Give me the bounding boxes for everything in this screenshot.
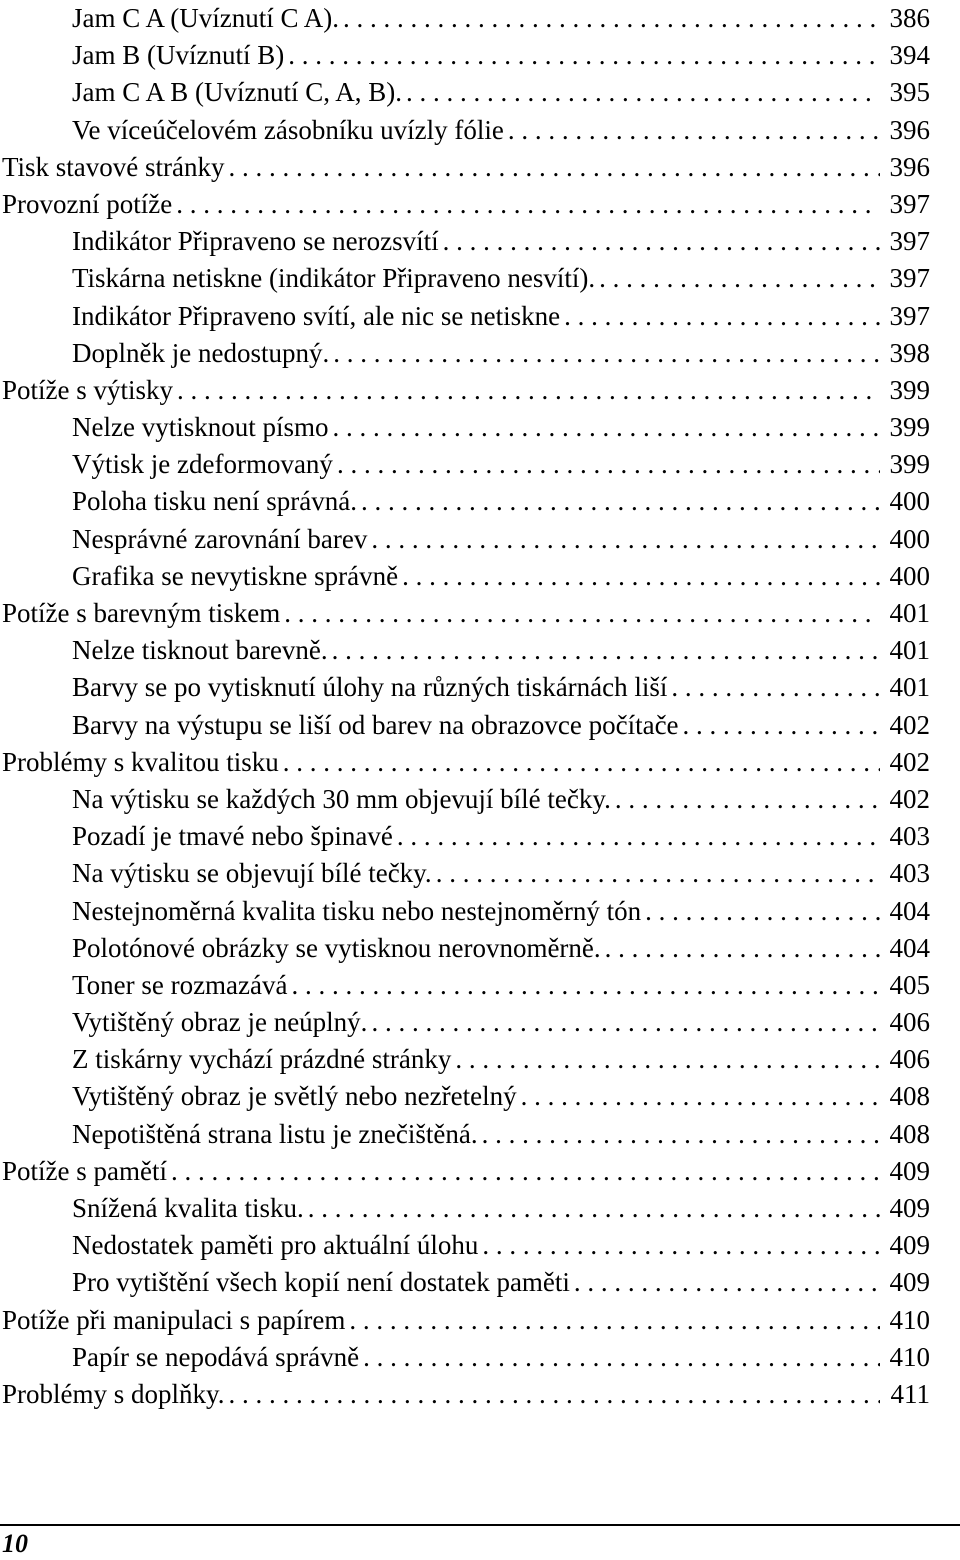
toc-entry-title: Tisk stavové stránky (2, 151, 225, 182)
toc-entry-title: Ve víceúčelovém zásobníku uvízly fólie (72, 114, 504, 145)
toc-dot-leader (328, 632, 880, 669)
toc-dot-leader (367, 521, 880, 558)
toc-dot-leader (439, 223, 880, 260)
toc-entry-page: 404 (889, 932, 930, 963)
toc-entry-page: 405 (889, 969, 930, 1000)
toc-entry-title: Snížená kvalita tisku. (72, 1193, 304, 1223)
toc-subsection-entry[interactable] (0, 632, 930, 669)
toc-dot-leader (359, 1339, 880, 1376)
toc-entry-page: 406 (889, 1044, 930, 1075)
toc-entry-title: Na výtisku se každých 30 mm objevují bílé tečky. (72, 783, 611, 814)
toc-dot-leader (172, 186, 880, 223)
toc-entry-page: 410 (889, 1304, 930, 1335)
toc-subsection-entry[interactable] (0, 1264, 930, 1301)
toc-entry-title: Problémy s kvalitou tisku (2, 746, 279, 777)
toc-entry-page: 396 (889, 151, 930, 182)
toc-subsection-entry[interactable] (0, 707, 930, 744)
toc-section-entry[interactable] (0, 744, 930, 781)
toc-entry-title: Nesprávné zarovnání barev (72, 523, 368, 554)
toc-dot-leader (339, 0, 880, 37)
toc-dot-leader (393, 818, 880, 855)
toc-dot-leader (280, 595, 880, 632)
toc-entry-page: 395 (889, 77, 930, 108)
toc-entry-page: 403 (889, 821, 930, 852)
toc-subsection-entry[interactable] (0, 669, 930, 706)
toc-entry-page: 397 (889, 188, 930, 219)
toc-dot-leader (611, 781, 880, 818)
toc-entry-title: Problémy s doplňky. (2, 1378, 225, 1409)
toc-entry-page: 400 (889, 560, 930, 591)
toc-dot-leader (173, 372, 880, 409)
toc-entry-page: 399 (889, 412, 930, 443)
toc-dot-leader (333, 446, 880, 483)
toc-section-entry[interactable] (0, 595, 930, 632)
toc-entry-title: Toner se rozmazává (72, 969, 288, 1000)
toc-dot-leader (451, 1041, 880, 1078)
toc-entry-page: 404 (889, 895, 930, 926)
toc-dot-leader (345, 1302, 880, 1339)
toc-entry-page: 409 (889, 1230, 930, 1261)
toc-subsection-entry[interactable] (0, 446, 930, 483)
toc-dot-leader (504, 112, 880, 149)
toc-dot-leader (478, 1227, 880, 1264)
toc-entry-title: Potíže s pamětí (2, 1155, 167, 1186)
toc-subsection-entry[interactable] (0, 1116, 930, 1153)
toc-dot-leader (679, 707, 880, 744)
toc-entry-page: 397 (889, 300, 930, 331)
toc-dot-leader (667, 669, 880, 706)
toc-subsection-entry[interactable] (0, 335, 930, 372)
toc-entry-page: 408 (889, 1081, 930, 1112)
toc-entry-page: 400 (889, 486, 930, 517)
toc-entry-title: Papír se nepodává správně (72, 1341, 360, 1372)
toc-subsection-entry[interactable] (0, 1004, 930, 1041)
toc-entry-title: Indikátor Připraveno svítí, ale nic se netiskne (72, 300, 561, 331)
toc-subsection-entry[interactable] (0, 967, 930, 1004)
toc-subsection-entry[interactable] (0, 483, 930, 520)
toc-entry-page: 406 (889, 1007, 930, 1038)
toc-dot-leader (595, 260, 880, 297)
toc-entry-title: Z tiskárny vychází prázdné stránky (72, 1044, 452, 1075)
toc-subsection-entry[interactable] (0, 1078, 930, 1115)
toc-dot-leader (601, 930, 880, 967)
toc-subsection-entry[interactable] (0, 781, 930, 818)
toc-entry-title: Jam C A B (Uvíznutí C, A, B). (72, 77, 403, 108)
toc-subsection-entry[interactable] (0, 1190, 930, 1227)
toc-entry-title: Barvy na výstupu se liší od barev na obrazovce počítače (72, 709, 679, 740)
toc-entry-title: Nestejnoměrná kvalita tisku nebo nestejnoměrný tón (72, 895, 642, 926)
toc-entry-title: Polotónové obrázky se vytisknou nerovnoměrně. (72, 932, 601, 963)
toc-entry-title: Grafika se nevytiskne správně (72, 560, 399, 591)
toc-entry-title: Barvy se po vytisknutí úlohy na různých tiskárnách liší (72, 672, 668, 703)
toc-entry-title: Doplněk je nedostupný. (72, 337, 330, 368)
toc-entry-title: Poloha tisku není správná. (72, 486, 357, 517)
toc-subsection-entry[interactable] (0, 893, 930, 930)
toc-dot-leader (398, 558, 880, 595)
toc-dot-leader (432, 855, 880, 892)
toc-entry-title: Výtisk je zdeformovaný (72, 449, 333, 480)
toc-entry-page: 400 (889, 523, 930, 554)
toc-section-entry[interactable] (0, 372, 930, 409)
toc-dot-leader (328, 409, 880, 446)
toc-entry-page: 401 (889, 598, 930, 628)
toc-subsection-entry[interactable] (0, 409, 930, 446)
toc-entry-title: Pro vytištění všech kopií není dostatek paměti (72, 1267, 570, 1298)
toc-subsection-entry[interactable] (0, 74, 930, 111)
toc-entry-page: 408 (889, 1118, 930, 1149)
toc-entry-title: Indikátor Připraveno se nerozsvítí (72, 226, 439, 257)
toc-entry-page: 410 (889, 1341, 930, 1372)
toc-entry-page: 396 (889, 114, 930, 145)
toc-subsection-entry[interactable] (0, 1227, 930, 1264)
toc-subsection-entry[interactable] (0, 223, 930, 260)
toc-subsection-entry[interactable] (0, 1041, 930, 1078)
toc-entry-page: 401 (889, 635, 930, 666)
toc-entry-title: Vytištěný obraz je světlý nebo nezřetelný (72, 1081, 517, 1112)
toc-subsection-entry[interactable] (0, 0, 930, 37)
toc-section-entry[interactable] (0, 149, 930, 186)
toc-section-entry[interactable] (0, 1153, 930, 1190)
toc-dot-leader (329, 335, 880, 372)
footer-rule (0, 1524, 960, 1526)
toc-dot-leader (478, 1116, 880, 1153)
toc-entry-title: Nedostatek paměti pro aktuální úlohu (72, 1230, 479, 1261)
toc-entry-title: Nepotištěná strana listu je znečištěná. (72, 1118, 478, 1149)
toc-dot-leader (284, 37, 880, 74)
toc-entry-page: 402 (889, 746, 930, 777)
toc-entry-page: 386 (889, 3, 930, 33)
toc-section-entry[interactable] (0, 186, 930, 223)
toc-subsection-entry[interactable] (0, 930, 930, 967)
toc-entry-title: Nelze vytisknout písmo (72, 412, 329, 443)
toc-subsection-entry[interactable] (0, 818, 930, 855)
toc-entry-title: Jam C A (Uvíznutí C A). (72, 3, 340, 33)
toc-section-entry[interactable] (0, 1302, 930, 1339)
toc-entry-title: Na výtisku se objevují bílé tečky. (72, 858, 432, 889)
toc-dot-leader (560, 298, 880, 335)
toc-entry-page: 409 (889, 1155, 930, 1186)
toc-subsection-entry[interactable] (0, 855, 930, 892)
toc-dot-leader (288, 967, 881, 1004)
toc-entry-page: 397 (889, 226, 930, 257)
toc-dot-leader (570, 1264, 880, 1301)
toc-entry-title: Vytištěný obraz je neúplný. (72, 1007, 368, 1038)
toc-entry-title: Jam B (Uvíznutí B) (72, 40, 285, 71)
toc-dot-leader (304, 1190, 880, 1227)
toc-dot-leader (279, 744, 880, 781)
toc-entry-title: Nelze tisknout barevně. (72, 635, 328, 666)
toc-entry-page: 402 (889, 783, 930, 814)
toc-dot-leader (357, 483, 880, 520)
toc-dot-leader (225, 149, 880, 186)
toc-entry-page: 409 (889, 1267, 930, 1298)
toc-subsection-entry[interactable] (0, 521, 930, 558)
toc-entry-title: Tiskárna netiskne (indikátor Připraveno nesvítí). (72, 263, 596, 294)
toc-dot-leader (225, 1376, 881, 1413)
toc-entry-page: 402 (889, 709, 930, 740)
toc-entry-page: 401 (889, 672, 930, 703)
toc-dot-leader (167, 1153, 880, 1190)
toc-entry-page: 398 (889, 337, 930, 368)
toc-subsection-entry[interactable] (0, 1339, 930, 1376)
toc-entry-page: 399 (889, 374, 930, 405)
toc-entry-title: Potíže při manipulaci s papírem (2, 1304, 346, 1335)
toc-dot-leader (402, 74, 880, 111)
toc-entry-title: Potíže s výtisky (2, 374, 174, 405)
toc-dot-leader (367, 1004, 880, 1041)
toc-entry-page: 403 (889, 858, 930, 889)
toc-dot-leader (517, 1078, 880, 1115)
toc-entry-title: Potíže s barevným tiskem (2, 598, 281, 628)
toc-subsection-entry[interactable] (0, 558, 930, 595)
page-number: 10 (2, 1529, 28, 1558)
toc-entry-title: Pozadí je tmavé nebo špinavé (72, 821, 393, 852)
toc-dot-leader (641, 893, 880, 930)
toc-entry-page: 409 (889, 1193, 930, 1223)
toc-subsection-entry[interactable] (0, 112, 930, 149)
toc-entry-page: 411 (890, 1378, 930, 1409)
toc-subsection-entry[interactable] (0, 260, 930, 297)
toc-subsection-entry[interactable] (0, 298, 930, 335)
toc-subsection-entry[interactable] (0, 37, 930, 74)
toc-entry-page: 397 (889, 263, 930, 294)
toc-section-entry[interactable] (0, 1376, 930, 1413)
toc-entry-page: 399 (889, 449, 930, 480)
toc-entry-title: Provozní potíže (2, 188, 173, 219)
toc-entry-page: 394 (889, 40, 930, 71)
